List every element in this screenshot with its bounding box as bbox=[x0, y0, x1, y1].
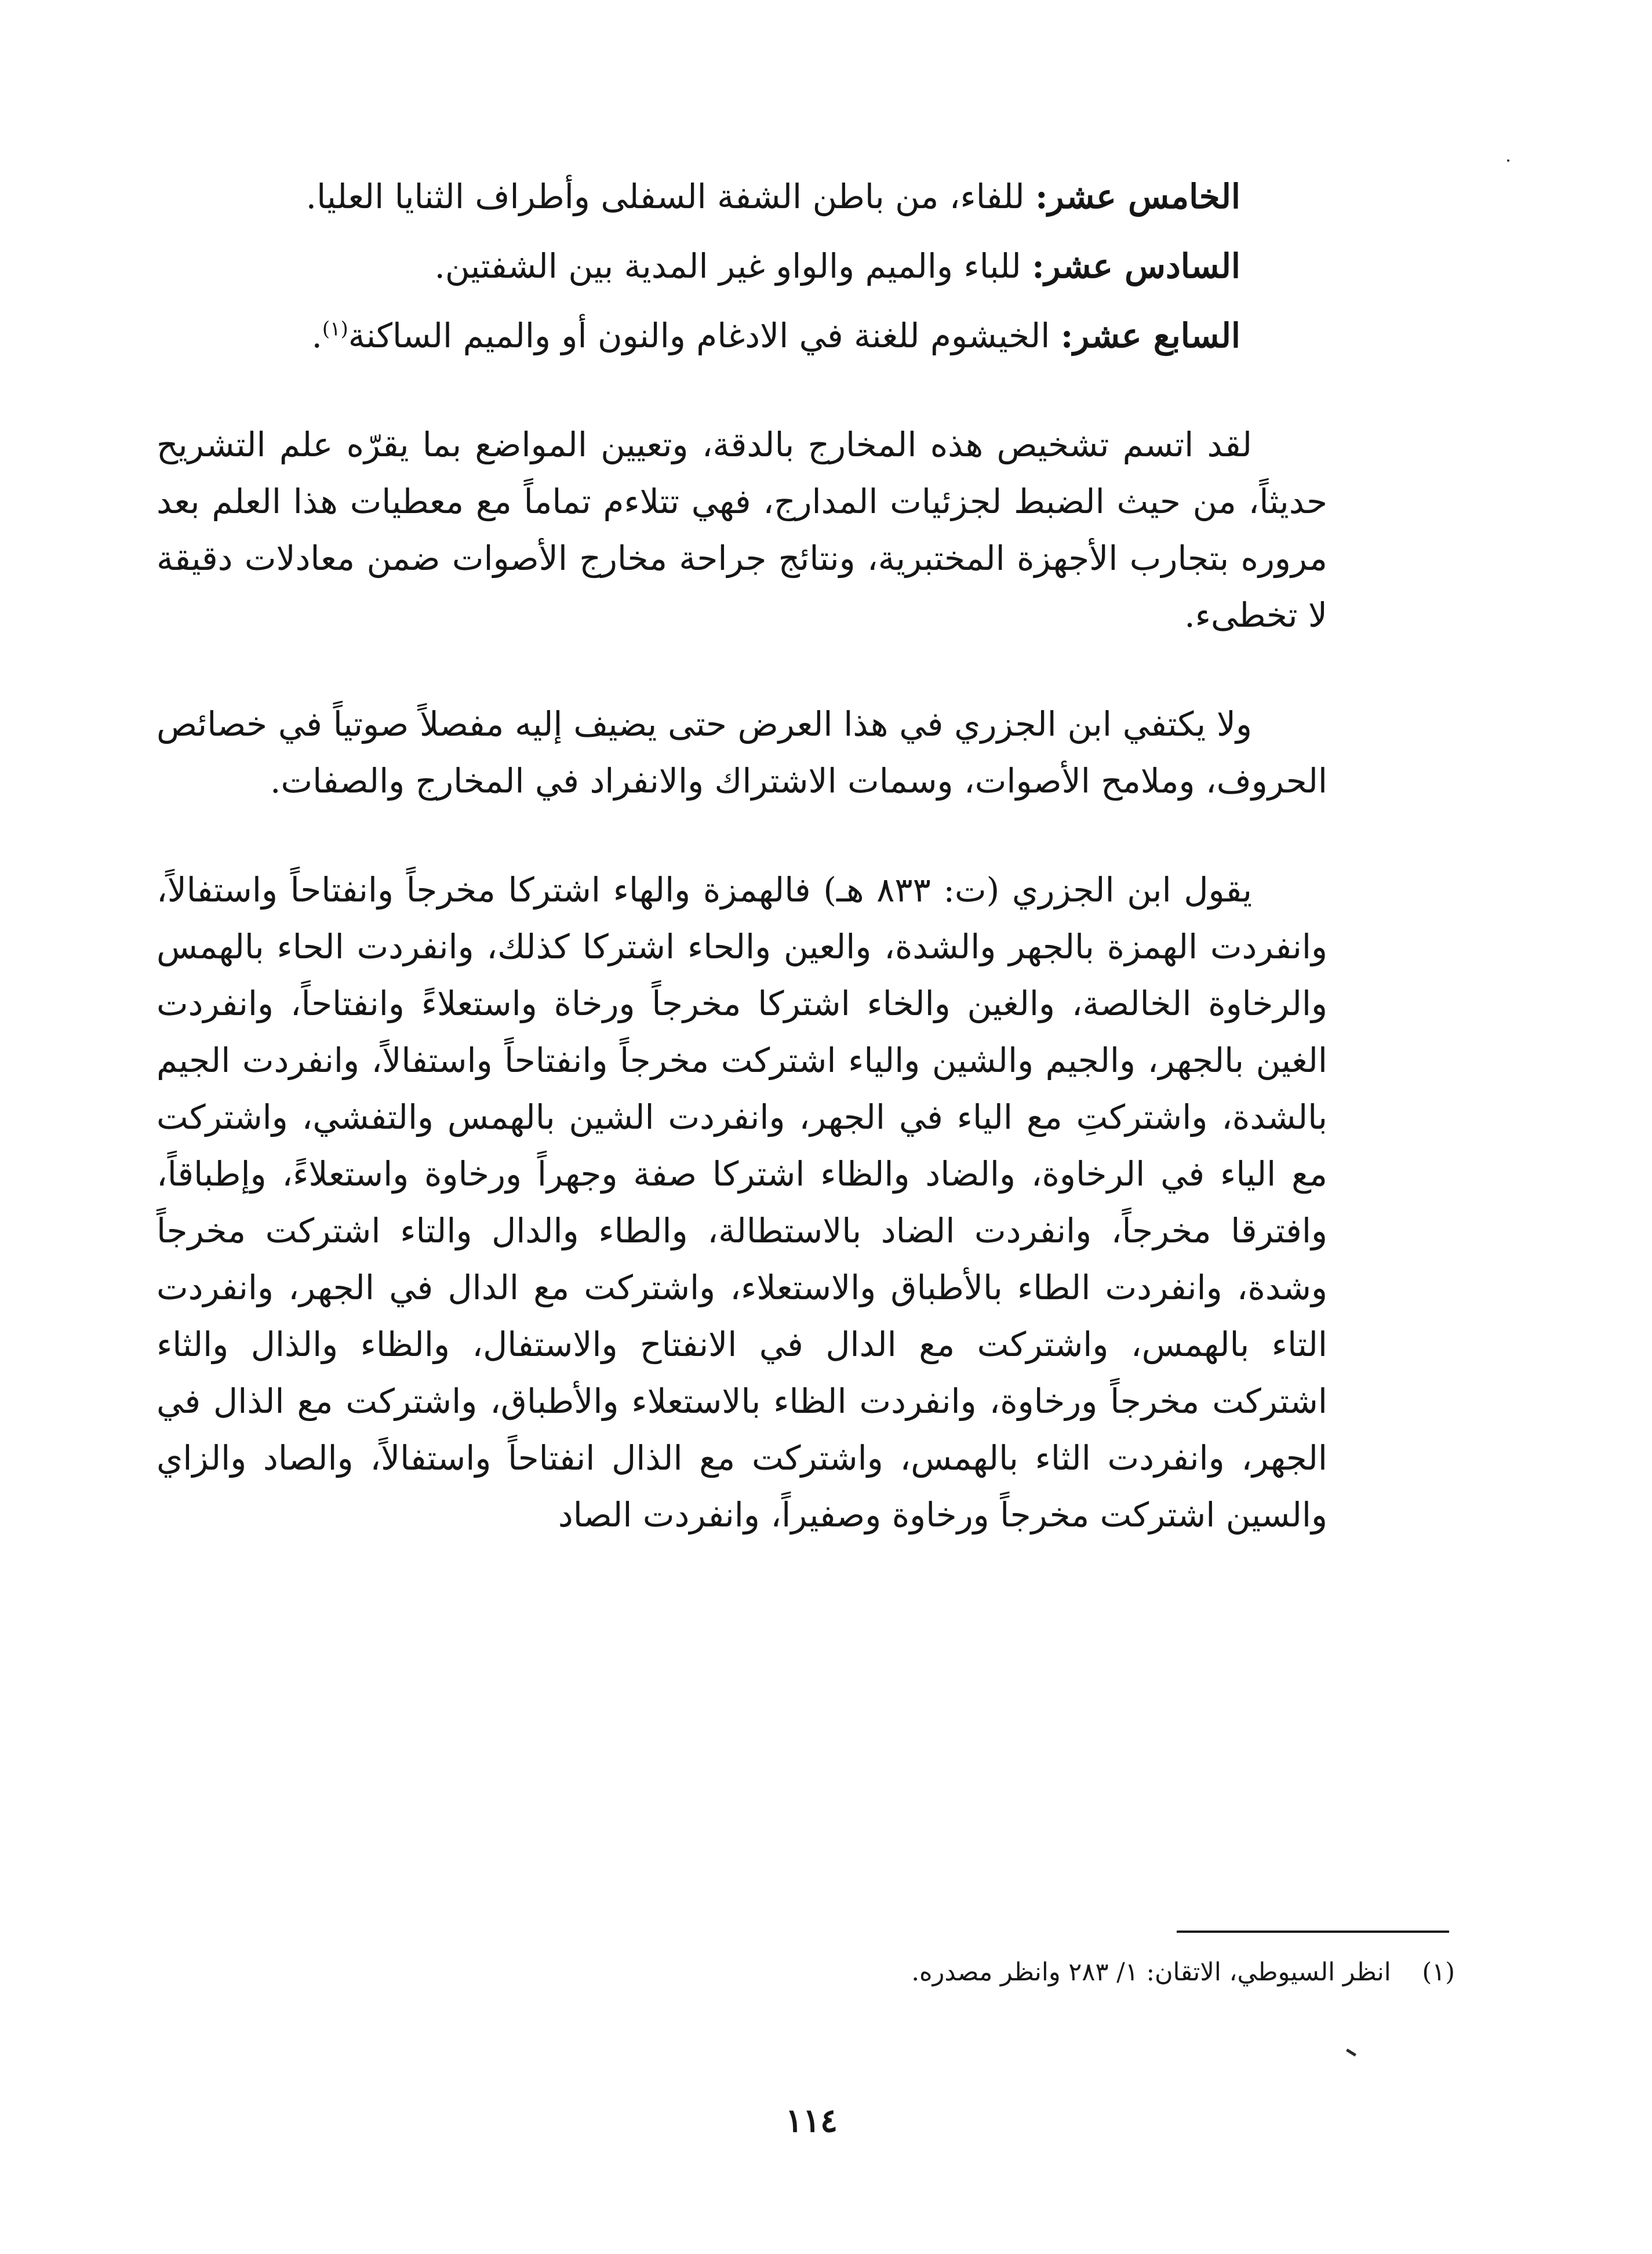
scan-speck bbox=[1507, 159, 1509, 162]
paragraph: يقول ابن الجزري (ت: ٨٣٣ هـ) فالهمزة والهاء اشتركا مخرجاً وانفتاحاً واستفالاً، وانفردت الهمزة بالجهر والشدة، والعين والحاء اشتركا كذلك، وانفردت الحاء بالهمس والرخاوة الخالصة، والغين والخاء اشتركا مخرجاً ورخاة واستعلاءً وانفتاحاً، وانفردت الغين بالجهر، والجيم والشين والياء اشتركت مخرجاً وانفتاحاً واستفالاً، وانفردت الجيم بالشدة، واشتركتِ مع الياء في الجهر، وانفردت الشين بالهمس والتفشي، واشتركت مع الياء في الرخاوة، والضاد والظاء اشتركا صفة وجهراً ورخاوة واستعلاءً، وإطباقاً، وافترقا مخرجاً، وانفردت الضاد بالاستطالة، والطاء والدال والتاء اشتركت مخرجاً وشدة، وانفردت الطاء بالأطباق والاستعلاء، واشتركت مع الدال في الجهر، وانفردت التاء بالهمس، واشتركت مع الدال في الانفتاح والاستفال، والظاء والذال والثاء اشتركت مخرجاً ورخاوة، وانفردت الظاء بالاستعلاء والأطباق، واشتركت مع الذال في الجهر، وانفردت الثاء بالهمس، واشتركت مع الذال انفتاحاً واستفالاً، والصاد والزاي والسين اشتركت مخرجاً ورخاوة وصفيراً، وانفردت الصاد bbox=[157, 870, 1328, 1535]
paragraph: ولا يكتفي ابن الجزري في هذا العرض حتى يضيف إليه مفصلاً صوتياً في خصائص الحروف، وملامح الأصوات، وسمات الاشتراك والانفراد في المخارج والصفات. bbox=[157, 704, 1327, 801]
paragraph: لقد اتسم تشخيص هذه المخارج بالدقة، وتعيين المواضع بما يقرّه علم التشريح حديثاً، من حيث الضبط لجزئيات المدارج، فهي تتلاءم تماماً مع معطيات هذا العلم بعد مروره بتجارب الأجهزة المختبرية، ونتائج جراحة مخارج الأصوات ضمن معادلات دقيقة لا تخطىء. bbox=[157, 425, 1327, 635]
item-heading: السادس عشر: bbox=[1032, 246, 1240, 286]
item-text: للفاء، من باطن الشفة السفلى وأطراف الثنايا العليا. bbox=[305, 177, 1025, 216]
footnote-divider bbox=[1177, 1931, 1449, 1933]
list-item bbox=[157, 168, 1327, 225]
footnote-reference[interactable]: (١) bbox=[322, 317, 348, 341]
item-heading: الخامس عشر: bbox=[1035, 177, 1240, 216]
footnote-text: انظر السيوطي، الاتقان: ١/ ٢٨٣ وانظر مصدره. bbox=[911, 1958, 1391, 1987]
page-number: ١١٤ bbox=[785, 2102, 838, 2140]
item-text: للباء والميم والواو غير المدية بين الشفتين. bbox=[434, 246, 1021, 286]
list-item bbox=[157, 307, 1327, 364]
footnote-number: (١) bbox=[1422, 1958, 1455, 1987]
item-text: الخيشوم للغنة في الادغام والنون أو والميم الساكنة bbox=[348, 316, 1050, 355]
item-heading: السابع عشر: bbox=[1060, 316, 1240, 355]
item-tail: . bbox=[311, 316, 322, 355]
list-item bbox=[157, 238, 1327, 295]
scan-speck bbox=[1346, 2049, 1356, 2057]
main-text bbox=[157, 168, 1327, 1543]
footnote bbox=[696, 1955, 1455, 1990]
